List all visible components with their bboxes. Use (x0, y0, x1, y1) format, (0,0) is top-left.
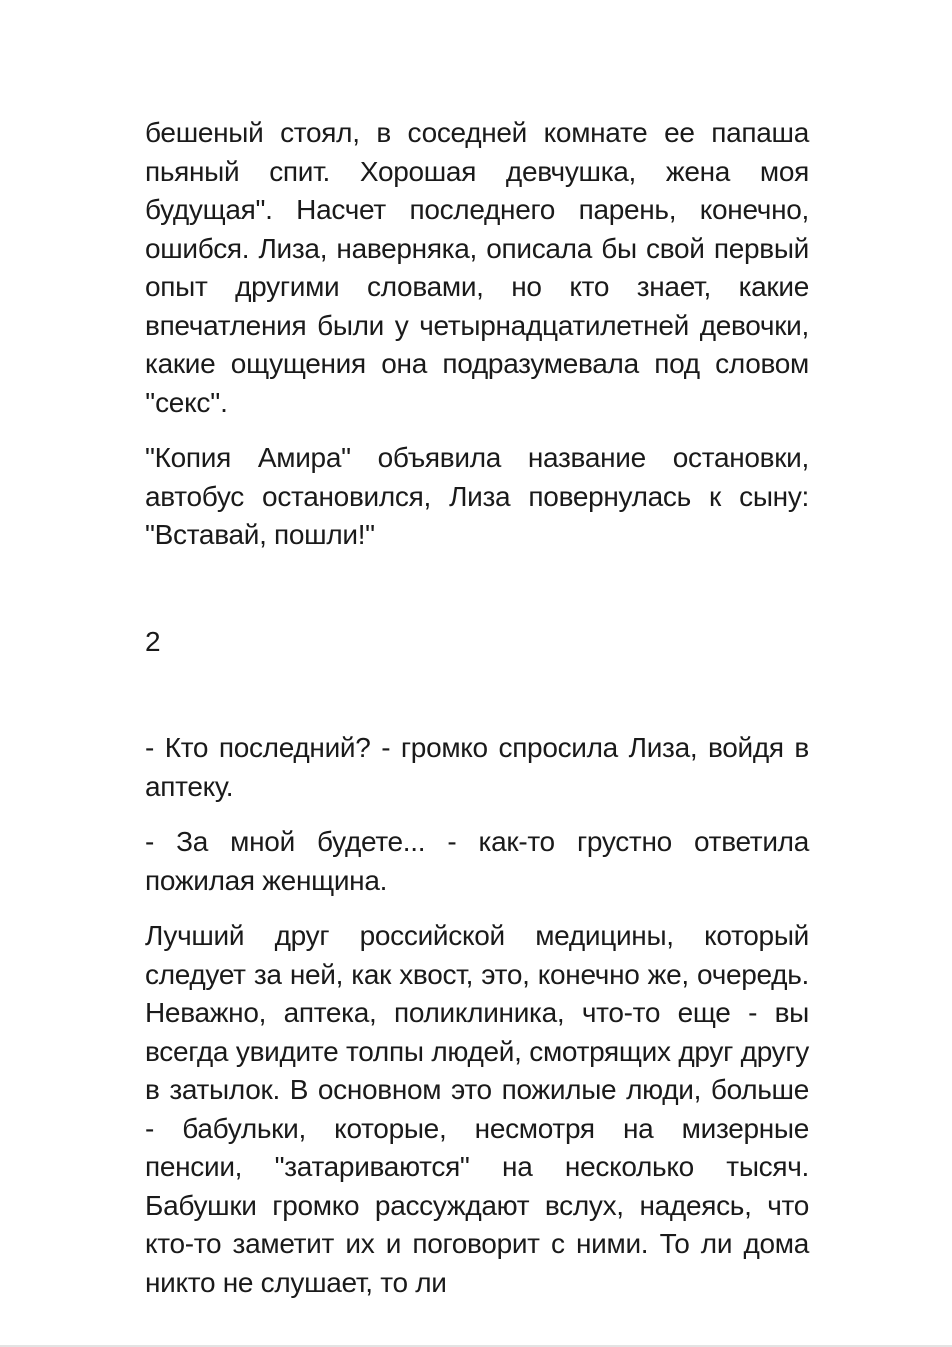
book-paragraph: "Копия Амира" объявила название остановки, автобус остановился, Лиза повернулась к сыну: "Вставай, пошли!" (145, 442, 809, 550)
book-paragraph-dialog: - Кто последний? - громко спросила Лиза, войдя в аптеку. (145, 732, 809, 802)
chapter-heading: 2 (145, 625, 161, 657)
book-paragraph-dialog: - За мной будете... - как-то грустно ответила пожилая женщина. (145, 826, 809, 896)
book-paragraph: бешеный стоял, в соседней комнате ее папаша пьяный спит. Хорошая девчушка, жена моя будущая". Насчет последнего парень, конечно, ошибся. Лиза, наверняка, описала бы свой первый опыт другими словами, но кто знает, какие впечатления были у четырнадцатилетней девочки, какие ощущения она подразумевала под словом ''секс''. (145, 117, 809, 418)
book-paragraph: Лучший друг российской медицины, который следует за ней, как хвост, это, конечно же, очередь. Неважно, аптека, поликлиника, что-то еще - вы всегда увидите толпы людей, смотрящих друг другу в затылок. В основном это пожилые люди, больше - бабульки, которые, несмотря на мизерные пенсии, "затариваются" на несколько тысяч. Бабушки громко рассуждают вслух, надеясь, что кто-то заметит их и поговорит с ними. То ли дома никто не слушает, то ли (145, 920, 809, 1298)
